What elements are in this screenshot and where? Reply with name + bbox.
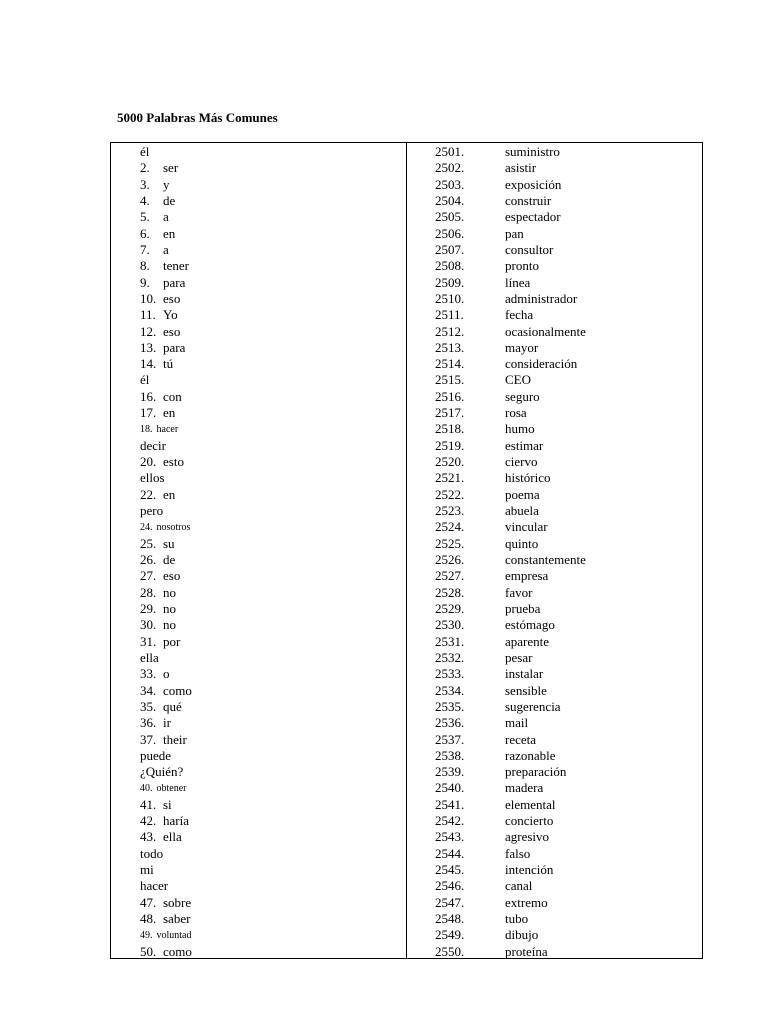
left-list-item bbox=[140, 227, 175, 241]
item-word: mi bbox=[140, 862, 154, 878]
item-number: 22. bbox=[140, 486, 157, 502]
right-item-word: vincular bbox=[505, 519, 548, 535]
right-item-number: 2514. bbox=[435, 356, 465, 372]
left-list-item bbox=[140, 618, 176, 632]
left-list-item bbox=[140, 847, 163, 861]
right-item-word: falso bbox=[505, 845, 531, 861]
item-word: a bbox=[163, 209, 169, 225]
left-list-item bbox=[140, 504, 163, 518]
left-list-item bbox=[140, 455, 184, 469]
right-item-number: 2533. bbox=[435, 666, 465, 682]
item-number: 3. bbox=[140, 176, 150, 192]
left-list-item bbox=[140, 602, 176, 616]
item-number: 34. bbox=[140, 682, 157, 698]
left-list-item bbox=[140, 798, 172, 812]
item-word: decir bbox=[140, 437, 166, 453]
item-number: 29. bbox=[140, 600, 157, 616]
left-list-item bbox=[140, 292, 180, 306]
right-item-word: mail bbox=[505, 715, 529, 731]
right-item-number: 2537. bbox=[435, 731, 465, 747]
right-item-number: 2547. bbox=[435, 894, 465, 910]
right-item-word: mayor bbox=[505, 339, 539, 355]
item-number: 36. bbox=[140, 715, 157, 731]
left-list-item bbox=[140, 423, 178, 437]
item-word: tú bbox=[163, 356, 174, 372]
right-item-number: 2510. bbox=[435, 290, 465, 306]
item-word: ser bbox=[163, 160, 179, 176]
right-item-word: sensible bbox=[505, 682, 547, 698]
item-word: de bbox=[163, 192, 176, 208]
item-number: 20. bbox=[140, 454, 157, 470]
item-word: ellos bbox=[140, 470, 165, 486]
right-item-number: 2527. bbox=[435, 568, 465, 584]
item-word: él bbox=[140, 144, 150, 159]
left-list-item bbox=[140, 406, 175, 420]
item-word: como bbox=[163, 682, 192, 698]
item-word: eso bbox=[163, 568, 181, 584]
item-number: 7. bbox=[140, 241, 150, 257]
right-item-number: 2543. bbox=[435, 829, 465, 845]
right-item-word: pan bbox=[505, 225, 524, 241]
item-word: para bbox=[163, 339, 186, 355]
left-list-item bbox=[140, 537, 175, 551]
right-item-word: abuela bbox=[505, 503, 539, 519]
item-number: 33. bbox=[140, 666, 157, 682]
item-word: hacer bbox=[140, 878, 169, 894]
left-list-item bbox=[140, 912, 190, 926]
left-list-item bbox=[140, 194, 175, 208]
item-number: 25. bbox=[140, 535, 157, 551]
item-number: 2. bbox=[140, 160, 150, 176]
right-item-number: 2532. bbox=[435, 649, 465, 665]
right-item-number: 2517. bbox=[435, 405, 465, 421]
item-number: 12. bbox=[140, 323, 157, 339]
item-word: pero bbox=[140, 503, 164, 519]
left-list-item bbox=[140, 553, 175, 567]
left-list-item bbox=[140, 782, 187, 796]
left-list-item bbox=[140, 521, 190, 535]
right-item-word: exposición bbox=[505, 176, 562, 192]
right-item-word: empresa bbox=[505, 568, 549, 584]
right-item-number: 2524. bbox=[435, 519, 465, 535]
item-number: 6. bbox=[140, 225, 150, 241]
item-number: 14. bbox=[140, 356, 157, 372]
right-item-number: 2505. bbox=[435, 209, 465, 225]
left-list-item bbox=[140, 814, 189, 828]
right-item-number: 2507. bbox=[435, 241, 465, 257]
item-number: 13. bbox=[140, 339, 157, 355]
item-word: voluntad bbox=[156, 930, 192, 942]
item-number: 8. bbox=[140, 258, 150, 274]
item-word: ella bbox=[140, 649, 159, 665]
left-list-item bbox=[140, 210, 169, 224]
item-number: 5. bbox=[140, 209, 150, 225]
item-word: ella bbox=[163, 829, 182, 845]
item-number: 10. bbox=[140, 290, 157, 306]
right-item-number: 2522. bbox=[435, 486, 465, 502]
right-item-number: 2531. bbox=[435, 633, 465, 649]
right-item-number: 2503. bbox=[435, 176, 465, 192]
item-word: en bbox=[163, 225, 176, 241]
item-word: para bbox=[163, 274, 186, 290]
left-list-item bbox=[140, 586, 176, 600]
item-word: no bbox=[163, 617, 176, 633]
right-item-word: razonable bbox=[505, 747, 556, 763]
right-item-word: suministro bbox=[505, 144, 560, 159]
left-list-item bbox=[140, 651, 159, 665]
right-item-word: espectador bbox=[505, 209, 561, 225]
right-item-number: 2516. bbox=[435, 388, 465, 404]
right-item-number: 2506. bbox=[435, 225, 465, 241]
item-word: no bbox=[163, 584, 176, 600]
item-number: 27. bbox=[140, 568, 157, 584]
right-item-word: fecha bbox=[505, 307, 534, 323]
right-item-number: 2502. bbox=[435, 160, 465, 176]
right-item-word: dibujo bbox=[505, 927, 539, 943]
item-word: puede bbox=[140, 747, 172, 763]
item-word: qué bbox=[163, 698, 182, 714]
left-list-item bbox=[140, 765, 183, 779]
item-number: 31. bbox=[140, 633, 157, 649]
item-number: 41. bbox=[140, 796, 157, 812]
right-item-number: 2528. bbox=[435, 584, 465, 600]
item-word: en bbox=[163, 405, 176, 421]
item-word: con bbox=[163, 388, 182, 404]
right-item-word: tubo bbox=[505, 911, 529, 927]
item-word: no bbox=[163, 600, 176, 616]
item-word: su bbox=[163, 535, 175, 551]
item-number: 24. bbox=[140, 522, 153, 534]
left-list-item bbox=[140, 178, 170, 192]
right-item-word: pesar bbox=[505, 649, 533, 665]
item-number: 49. bbox=[140, 930, 153, 942]
left-list-item bbox=[140, 667, 170, 681]
right-item-number: 2525. bbox=[435, 535, 465, 551]
right-item-word: extremo bbox=[505, 894, 548, 910]
right-item-word: consultor bbox=[505, 241, 554, 257]
right-item-number: 2544. bbox=[435, 845, 465, 861]
right-item-number: 2542. bbox=[435, 813, 465, 829]
right-item-word: ciervo bbox=[505, 454, 538, 470]
right-item-word: madera bbox=[505, 780, 544, 796]
left-list-item bbox=[140, 471, 165, 485]
right-item-word: administrador bbox=[505, 290, 578, 306]
left-list-item bbox=[140, 684, 192, 698]
right-item-word: estimar bbox=[505, 437, 544, 453]
item-word: nosotros bbox=[156, 522, 191, 534]
right-item-number: 2529. bbox=[435, 600, 465, 616]
right-item-word: instalar bbox=[505, 666, 544, 682]
right-item-number: 2515. bbox=[435, 372, 465, 388]
right-item-word: construir bbox=[505, 192, 552, 208]
right-item-number: 2548. bbox=[435, 911, 465, 927]
left-list-item bbox=[140, 276, 185, 290]
right-item-number: 2519. bbox=[435, 437, 465, 453]
item-word: todo bbox=[140, 845, 164, 861]
right-item-number: 2538. bbox=[435, 747, 465, 763]
item-number: 9. bbox=[140, 274, 150, 290]
item-word: y bbox=[163, 176, 170, 192]
right-item-word: agresivo bbox=[505, 829, 550, 845]
right-item-word: ocasionalmente bbox=[505, 323, 586, 339]
right-item-number: 2535. bbox=[435, 698, 465, 714]
left-list-item bbox=[140, 929, 192, 943]
left-list-item bbox=[140, 749, 171, 763]
left-list-item bbox=[140, 830, 182, 844]
right-item-word: rosa bbox=[505, 405, 527, 421]
left-list-item bbox=[140, 308, 178, 322]
right-item-word: línea bbox=[505, 274, 531, 290]
left-list-item bbox=[140, 569, 180, 583]
item-word: saber bbox=[163, 911, 191, 927]
right-item-word: CEO bbox=[505, 372, 531, 388]
left-list-item bbox=[140, 161, 178, 175]
item-word: en bbox=[163, 486, 176, 502]
right-item-word: receta bbox=[505, 731, 537, 747]
right-item-number: 2545. bbox=[435, 862, 465, 878]
item-word: o bbox=[163, 666, 170, 682]
right-item-word: concierto bbox=[505, 813, 554, 829]
left-list-item bbox=[140, 373, 149, 387]
left-list-item bbox=[140, 863, 154, 877]
right-item-number: 2513. bbox=[435, 339, 465, 355]
right-item-number: 2520. bbox=[435, 454, 465, 470]
item-number: 50. bbox=[140, 943, 157, 959]
left-list-item bbox=[140, 341, 185, 355]
item-word: ¿Quién? bbox=[140, 764, 184, 780]
right-item-word: intención bbox=[505, 862, 554, 878]
right-item-number: 2550. bbox=[435, 943, 465, 959]
item-number: 43. bbox=[140, 829, 157, 845]
left-list-item bbox=[140, 488, 175, 502]
right-item-number: 2504. bbox=[435, 192, 465, 208]
left-list-item bbox=[140, 700, 182, 714]
item-word: their bbox=[163, 731, 187, 747]
left-list-item bbox=[140, 635, 180, 649]
item-number: 18. bbox=[140, 424, 153, 436]
item-number: 4. bbox=[140, 192, 150, 208]
right-item-number: 2541. bbox=[435, 796, 465, 812]
item-word: como bbox=[163, 943, 192, 959]
item-word: sobre bbox=[163, 894, 192, 910]
item-word: de bbox=[163, 552, 176, 567]
left-list-item bbox=[140, 145, 149, 159]
left-list-item bbox=[140, 439, 166, 453]
right-item-number: 2526. bbox=[435, 552, 465, 567]
item-word: esto bbox=[163, 454, 184, 470]
item-word: ir bbox=[163, 715, 171, 731]
right-item-word: canal bbox=[505, 878, 533, 894]
item-number: 30. bbox=[140, 617, 157, 633]
right-item-number: 2534. bbox=[435, 682, 465, 698]
right-item-number: 2546. bbox=[435, 878, 465, 894]
item-word: haría bbox=[163, 813, 189, 829]
right-item-number: 2521. bbox=[435, 470, 465, 486]
right-item-number: 2530. bbox=[435, 617, 465, 633]
item-number: 47. bbox=[140, 894, 157, 910]
right-item-number: 2511. bbox=[435, 307, 464, 323]
item-word: tener bbox=[163, 258, 189, 274]
left-list-item bbox=[140, 945, 192, 959]
item-word: obtener bbox=[156, 783, 187, 795]
right-item-number: 2549. bbox=[435, 927, 465, 943]
right-item-word: proteína bbox=[505, 943, 548, 959]
item-number: 17. bbox=[140, 405, 157, 421]
left-list-item bbox=[140, 243, 169, 257]
item-number: 11. bbox=[140, 307, 156, 323]
right-item-word: asistir bbox=[505, 160, 537, 176]
item-number: 26. bbox=[140, 552, 157, 567]
item-word: por bbox=[163, 633, 181, 649]
item-number: 37. bbox=[140, 731, 157, 747]
item-number: 40. bbox=[140, 783, 153, 795]
right-item-word: aparente bbox=[505, 633, 550, 649]
left-list-item bbox=[140, 390, 182, 404]
right-item-word: consideración bbox=[505, 356, 578, 372]
right-item-number: 2509. bbox=[435, 274, 465, 290]
item-number: 48. bbox=[140, 911, 157, 927]
left-list-item bbox=[140, 733, 187, 747]
item-word: eso bbox=[163, 290, 181, 306]
right-item-number: 2508. bbox=[435, 258, 465, 274]
left-list-item bbox=[140, 896, 191, 910]
item-word: eso bbox=[163, 323, 181, 339]
right-item-number: 2539. bbox=[435, 764, 465, 780]
right-item-number: 2540. bbox=[435, 780, 465, 796]
right-item-number: 2536. bbox=[435, 715, 465, 731]
right-item-word: pronto bbox=[505, 258, 539, 274]
item-number: 28. bbox=[140, 584, 157, 600]
left-list-item bbox=[140, 325, 180, 339]
column-divider bbox=[406, 143, 407, 958]
right-item-word: poema bbox=[505, 486, 540, 502]
right-item-word: elemental bbox=[505, 796, 556, 812]
item-word: si bbox=[163, 796, 172, 812]
right-item-number: 2518. bbox=[435, 421, 465, 437]
right-item-word: estómago bbox=[505, 617, 555, 633]
right-item-word: humo bbox=[505, 421, 535, 437]
right-item-number: 2512. bbox=[435, 323, 465, 339]
right-item-word: seguro bbox=[505, 388, 540, 404]
page-title: 5000 Palabras Más Comunes bbox=[117, 110, 278, 125]
left-list-item bbox=[140, 716, 171, 730]
left-list-item bbox=[140, 259, 189, 273]
item-number: 35. bbox=[140, 698, 157, 714]
right-item-number: 2501. bbox=[435, 144, 465, 159]
item-word: hacer bbox=[156, 424, 179, 436]
item-number: 16. bbox=[140, 388, 157, 404]
right-item-word: quinto bbox=[505, 535, 539, 551]
right-item-number: 2523. bbox=[435, 503, 465, 519]
right-item-word: prueba bbox=[505, 600, 541, 616]
right-item-word: sugerencia bbox=[505, 698, 561, 714]
left-list-item bbox=[140, 879, 168, 893]
left-list-item bbox=[140, 357, 173, 371]
item-word: a bbox=[163, 241, 169, 257]
item-word: él bbox=[140, 372, 150, 388]
word-table bbox=[110, 142, 703, 959]
item-word: Yo bbox=[163, 307, 178, 323]
right-item-word: preparación bbox=[505, 764, 567, 780]
right-item-word: favor bbox=[505, 584, 533, 600]
right-item-word: histórico bbox=[505, 470, 551, 486]
item-number: 42. bbox=[140, 813, 157, 829]
right-item-word: constantemente bbox=[505, 552, 586, 567]
